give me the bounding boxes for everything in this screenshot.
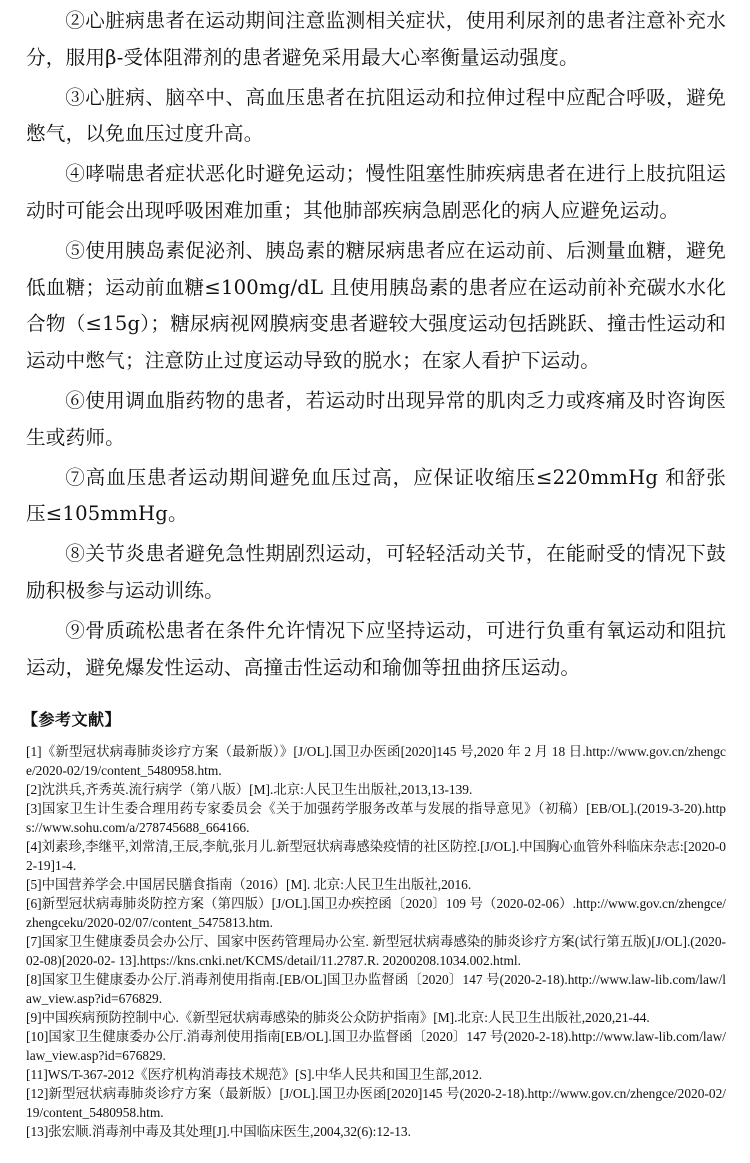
reference-item: [10]国家卫生健康委办公厅.消毒剂使用指南[EB/OL].国卫办监督函〔2020〕147 号(2020-2-18).http://www.law-lib.com/law/law_view.asp?id=676829. bbox=[26, 1029, 726, 1063]
reference-list bbox=[26, 742, 726, 1141]
reference-item: [3]国家卫生计生委合理用药专家委员会《关于加强药学服务改革与发展的指导意见》（初稿）[EB/OL].(2019-3-20).https://www.sohu.com/a/278745688_664166. bbox=[26, 801, 726, 835]
references-heading: 【参考文献】 bbox=[22, 710, 122, 729]
reference-item: [9]中国疾病预防控制中心.《新型冠状病毒感染的肺炎公众防护指南》[M].北京:人民卫生出版社,2020,21-44. bbox=[26, 1010, 650, 1025]
paragraph-arthritis: ⑧关节炎患者避免急性期剧烈运动，可轻轻活动关节，在能耐受的情况下鼓励积极参与运动训练。 bbox=[26, 542, 726, 602]
reference-item: [4]刘素珍,李继平,刘常清,王辰,李航,张月儿.新型冠状病毒感染疫情的社区防控.[J/OL].中国胸心血管外科临床杂志:[2020-02-19]1-4. bbox=[26, 839, 727, 873]
body-text bbox=[26, 0, 726, 686]
reference-item: [7]国家卫生健康委员会办公厅、国家中医药管理局办公室. 新型冠状病毒感染的肺炎诊疗方案(试行第五版)[J/OL].(2020-02-08)[2020-02- 13].https://kns.cnki.net/KCMS/detail/11.2787.R. 20200208.1034.002.html. bbox=[26, 934, 726, 968]
reference-item: [2]沈洪兵,齐秀英.流行病学（第八版）[M].北京:人民卫生出版社,2013,13-139. bbox=[26, 782, 473, 797]
paragraph-lipid-drugs: ⑥使用调血脂药物的患者，若运动时出现异常的肌肉乏力或疼痛及时咨询医生或药师。 bbox=[26, 388, 726, 449]
paragraph-diabetes: ⑤使用胰岛素促泌剂、胰岛素的糖尿病患者应在运动前、后测量血糖，避免低血糖；运动前血糖≤100mg/dL 且使用胰岛素的患者应在运动前补充碳水水化合物（≤15g）；糖尿病视网膜病变患者避较大强度运动包括跳跃、撞击性运动和运动中憋气；注意防止过度运动导致的脱水；在家人看护下运动。 bbox=[26, 238, 726, 373]
paragraph-heart-disease: ②心脏病患者在运动期间注意监测相关症状，使用利尿剂的患者注意补充水分，服用β-受体阻滞剂的患者避免采用最大心率衡量运动强度。 bbox=[26, 9, 726, 69]
paragraph-asthma-copd: ④哮喘患者症状恶化时避免运动；慢性阻塞性肺疾病患者在进行上肢抗阻运动时可能会出现呼吸困难加重；其他肺部疾病急剧恶化的病人应避免运动。 bbox=[26, 162, 726, 222]
reference-item: [6]新型冠状病毒肺炎防控方案（第四版）[J/OL].国卫办疾控函〔2020〕109 号（2020-02-06）.http://www.gov.cn/zhengce/zhengceku/2020-02/07/content_5475813.htm. bbox=[26, 896, 726, 930]
paragraph-hypertension: ⑦高血压患者运动期间避免血压过高，应保证收缩压≤220mmHg 和舒张压≤105mmHg。 bbox=[26, 465, 726, 526]
reference-item: [5]中国营养学会.中国居民膳食指南（2016）[M]. 北京:人民卫生出版社,2016. bbox=[26, 877, 472, 892]
reference-item: [11]WS/T-367-2012《医疗机构消毒技术规范》[S].中华人民共和国卫生部,2012. bbox=[26, 1067, 483, 1082]
reference-item: [13]张宏顺.消毒剂中毒及其处理[J].中国临床医生,2004,32(6):12-13. bbox=[26, 1124, 411, 1139]
paragraph-osteoporosis: ⑨骨质疏松患者在条件允许情况下应坚持运动，可进行负重有氧运动和阻抗运动，避免爆发性运动、高撞击性运动和瑜伽等扭曲挤压运动。 bbox=[26, 618, 726, 679]
reference-item: [1]《新型冠状病毒肺炎诊疗方案（最新版）》[J/OL].国卫办医函[2020]145 号,2020 年 2 月 18 日.http://www.gov.cn/zhengce/2020-02/19/content_5480958.htm. bbox=[26, 744, 726, 778]
reference-item: [12]新型冠状病毒肺炎诊疗方案（最新版）[J/OL].国卫办医函[2020]145 号(2020-2-18).http://www.gov.cn/zhengce/2020-02/19/content_5480958.htm. bbox=[26, 1086, 726, 1120]
paragraph-breathing: ③心脏病、脑卒中、高血压患者在抗阻运动和拉伸过程中应配合呼吸，避免憋气，以免血压过度升高。 bbox=[26, 85, 726, 146]
reference-item: [8]国家卫生健康委办公厅.消毒剂使用指南.[EB/OL]国卫办监督函〔2020〕147 号(2020-2-18).http://www.law-lib.com/law/law_view.asp?id=676829. bbox=[26, 972, 726, 1006]
